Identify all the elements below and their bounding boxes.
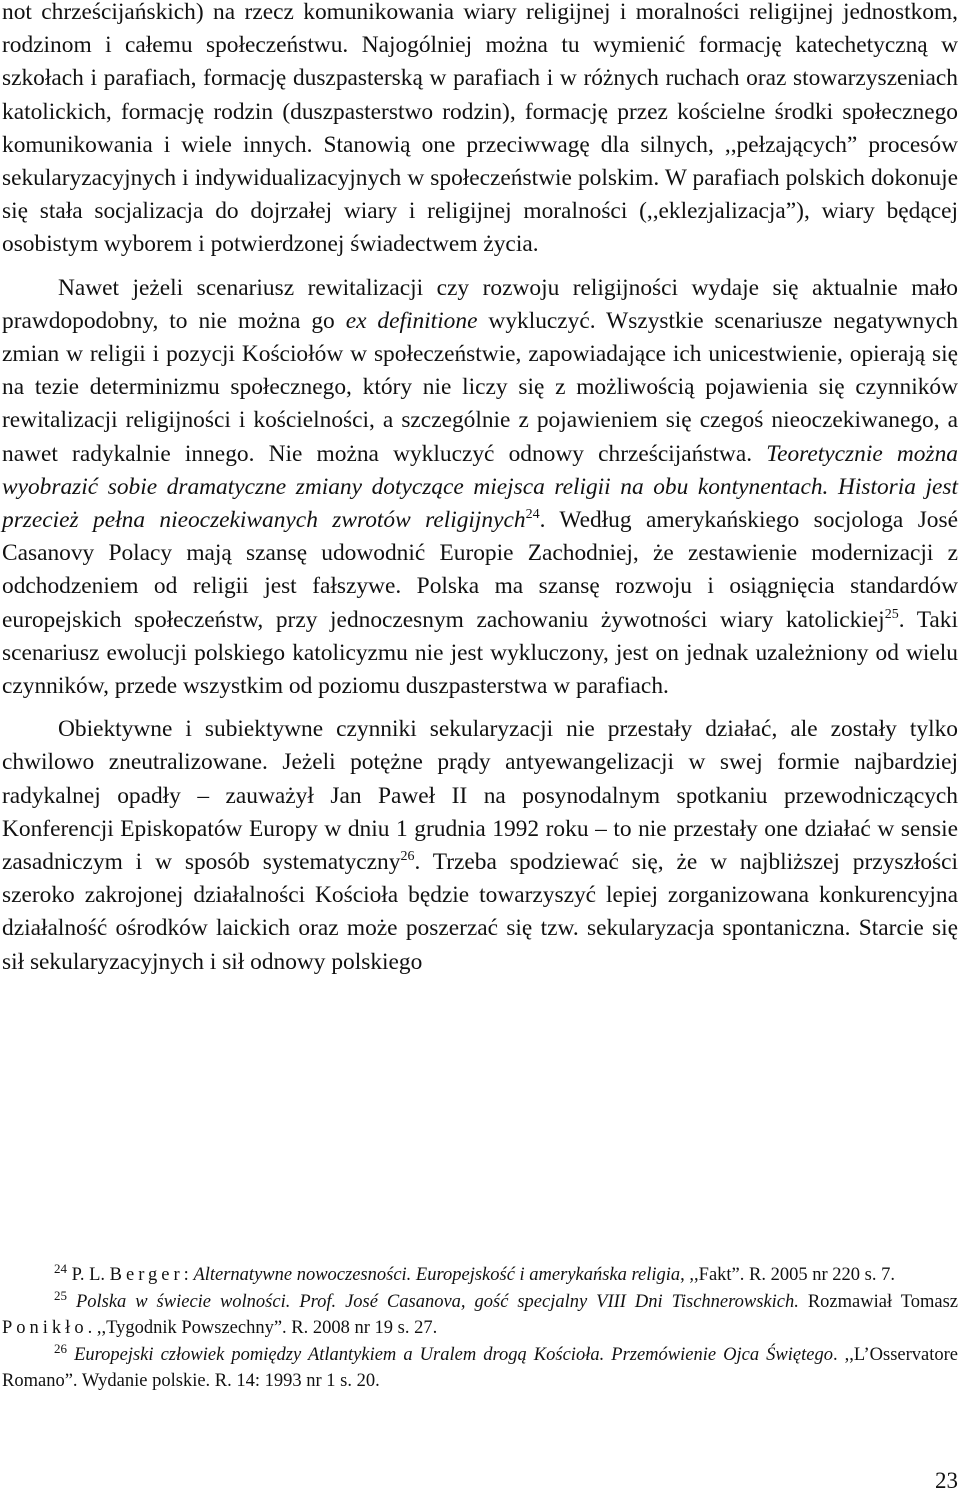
italic-text: Teoretycznie można wyobrazić sobie dramatyczne zmiany dotyczące miejsca religii na obu kontynentach. Historia jest przecież pełna nieoczekiwanych zwrotów religijnych [2,440,958,534]
footnote-marker: 24 [54,1261,67,1276]
footnote-marker: 25 [54,1288,67,1303]
italic-text: Polska w świecie wolności. Prof. José Casanova, gość specjalny VIII Dni Tischnerowskich. [75,1292,799,1312]
footnote [2,1342,958,1394]
text-segment: . Według amerykańskiego socjologa José Casanovy Polacy mają szansę udowodnić Europie Zachodniej, że zestawienie modernizacji z odchodzeniem od religii jest fałszywe. Polska ma szansę rozwoju i osiągnięcia standardów europejskich społeczeństw, przy jednoczesnym zachowaniu żywotności wiary katolickiej [2,507,958,633]
text-segment: . Trzeba spodziewać się, że w najbliższej przyszłości szeroko zakrojonej działalności Kościoła będzie towarzyszyć lepiej zorganizowana konkurencyjna działalność ośrodków laickich oraz może poszerzać się tzw. sekularyzacja spontaniczna. Starcie się sił sekularyzacyjnych i sił odnowy polskiego [2,849,959,975]
author-name: Ponikło [2,1318,88,1338]
text-segment: not chrześcijańskich) na rzecz komunikowania wiary religijnej i moralności religijnej jednostkom, rodzinom i całemu społeczeństwu. Najogólniej można tu wymienić formację katechetyczną w szkołach i parafiach, formację duszpasterską w parafiach i w różnych ruchach oraz stowarzyszeniach katolickich, formację rodzin (duszpasterstwo rodzin), formację przez kościelne środki społecznego komunikowania i wiele innych. Stanowią one przeciwwagę dla silnych, ,,pełzających” procesów sekularyzacyjnych i indywidualizacyjnych w społeczeństwie polskim. W parafiach polskich dokonuje się stała socjalizacja do dojrzałej wiary i religijnej moralności (,,eklezjalizacja”), wiary będącej osobistym wyborem i potwierdzonej świadectwem życia. [2,0,958,258]
footnotes [2,1262,958,1395]
text-segment: Nawet jeżeli scenariusz rewitalizacji czy rozwoju religijności wydaje się aktualnie mało prawdopodobny, to nie można go [2,274,958,334]
text-segment: : [183,1265,194,1285]
text-segment: . Taki scenariusz ewolucji polskiego katolicyzmu nie jest wykluczony, jest on jednak uzależniony od wielu czynników, przede wszystkim od poziomu duszpasterstwa w parafiach. [2,606,958,700]
paragraph [2,0,958,262]
paragraph [2,272,958,704]
text-segment: . ,,Tygodnik Powszechny”. R. 2008 nr 19 s. 27. [87,1318,438,1338]
footnote [2,1289,958,1341]
italic-text: Europejski człowiek pomiędzy Atlantykiem a Uralem drogą Kościoła. Przemówienie Ojca Świętego [74,1345,833,1365]
text-segment: wykluczyć. Wszystkie scenariusze negatywnych zmian w religii i pozycji Kościołów w społeczeństwie, zapowiadające ich unicestwienie, opierają się na tezie determinizmu społecznego, który nie liczy się z możliwością pojawienia się czynników rewitalizacji religijności i kościelności, a szczególnie z pojawieniem się czegoś nieoczekiwanego, a nawet radykalnie innego. Nie można wykluczyć odnowy chrześcijaństwa. [2,307,959,467]
text-segment: . ,,L’Osservatore Romano”. Wydanie polskie. R. 14: 1993 nr 1 s. 20. [2,1345,959,1391]
body-text [2,0,958,979]
text-segment: , ,,Fakt”. R. 2005 nr 220 s. 7. [680,1265,895,1285]
text-segment: P. L. [67,1265,110,1285]
italic-text: Alternatywne nowoczesności. Europejskość i amerykańska religia [193,1265,681,1285]
text-segment: Obiektywne i subiektywne czynniki sekularyzacji nie przestały działać, ale zostały tylko chwilowo zneutralizowane. Jeżeli potężne prądy antyewangelizacji w swej formie najbardziej radykalnej opadły – zauważył Jan Paweł II na posynodalnym spotkaniu przewodniczących Konferencji Episkopatów Europy w dniu 1 grudnia 1992 roku – to nie przestały one działać w sensie zasadniczym i w sposób systematyczny [2,716,958,876]
paragraph [2,713,958,979]
text-segment [67,1345,74,1365]
footnote-marker: 25 [884,606,899,622]
footnote-marker: 26 [400,849,415,865]
page-number: 23 [935,1468,958,1493]
text-segment: Rozmawiał Tomasz [798,1292,958,1312]
author-name: Berger [109,1265,184,1285]
text-segment [67,1292,76,1312]
footnote-marker: 26 [54,1341,67,1356]
footnote [2,1262,958,1288]
footnote-marker: 24 [525,507,540,523]
italic-text: ex definitione [345,307,478,334]
